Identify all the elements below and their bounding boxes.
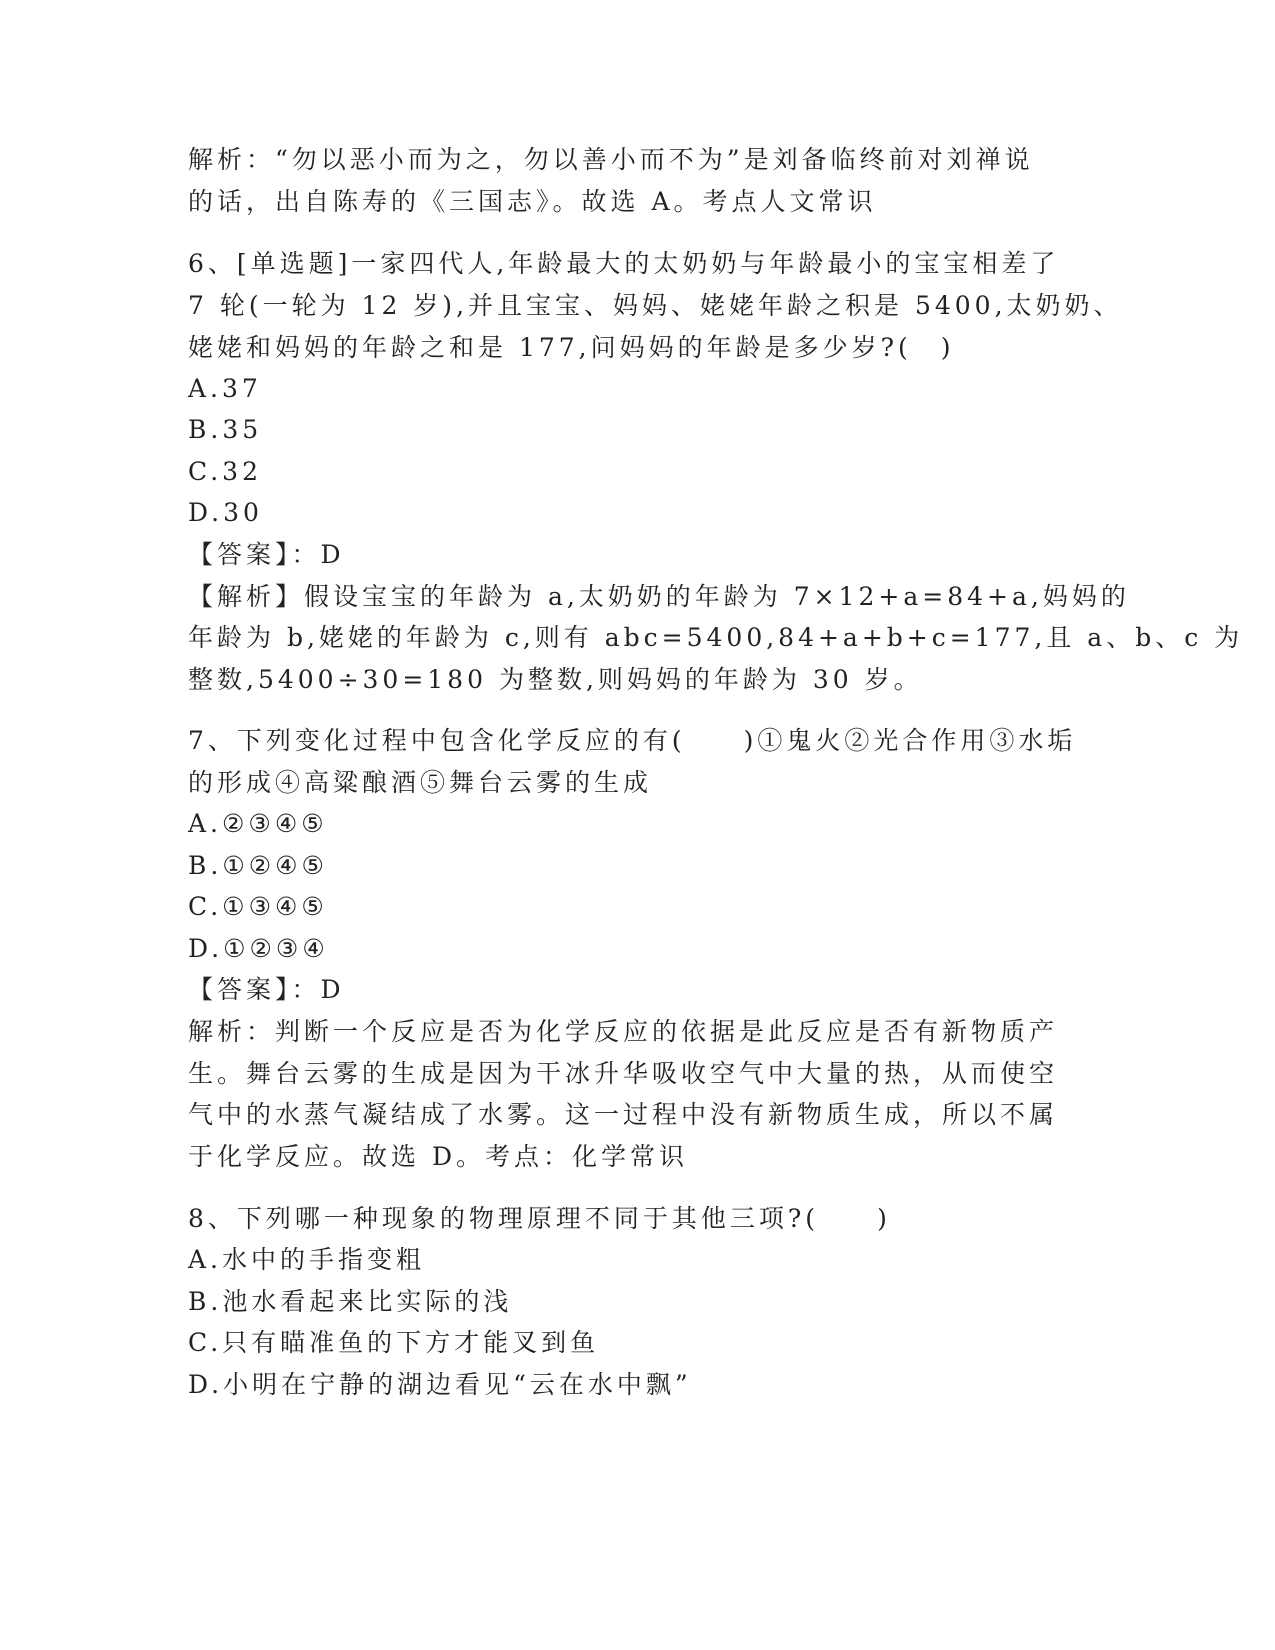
q6-option-a: A.37 — [188, 374, 262, 403]
q8-option-b: B.池水看起来比实际的浅 — [188, 1287, 513, 1316]
q6-option-d: D.30 — [188, 498, 263, 527]
q8-option-d: D.小明在宁静的湖边看见“云在水中飘” — [188, 1370, 692, 1399]
q5-analysis-line: 的话，出自陈寿的《三国志》。故选 A。考点人文常识 — [188, 187, 877, 216]
q7-analysis-line: 于化学反应。故选 D。考点：化学常识 — [188, 1142, 688, 1171]
q6-stem-line: 姥姥和妈妈的年龄之和是 177,问妈妈的年龄是多少岁?( ) — [188, 333, 955, 362]
q7-analysis-line: 气中的水蒸气凝结成了水雾。这一过程中没有新物质生成，所以不属 — [188, 1100, 1059, 1129]
q6-analysis-line: 年龄为 b,姥姥的年龄为 c,则有 abc=5400,84+a+b+c=177,且 a、b、c 为 — [188, 623, 1244, 652]
q7-analysis-line: 生。舞台云雾的生成是因为干冰升华吸收空气中大量的热，从而使空 — [188, 1059, 1059, 1088]
q6-analysis-line: 【解析】假设宝宝的年龄为 a,太奶奶的年龄为 7×12+a=84+a,妈妈的 — [188, 582, 1130, 611]
q6-option-b: B.35 — [188, 415, 263, 444]
q8-option-c: C.只有瞄准鱼的下方才能叉到鱼 — [188, 1328, 600, 1357]
q7-answer: 【答案】：D — [188, 975, 345, 1004]
q6-option-c: C.32 — [188, 457, 262, 486]
q6-stem-line: 7 轮(一轮为 12 岁),并且宝宝、妈妈、姥姥年龄之积是 5400,太奶奶、 — [188, 291, 1123, 320]
q7-stem-line: 7、下列变化过程中包含化学反应的有( )①鬼火②光合作用③水垢 — [188, 726, 1077, 755]
q5-analysis-line: 解析：“勿以恶小而为之，勿以善小而不为”是刘备临终前对刘禅说 — [188, 145, 1034, 174]
q7-option-d: D.①②③④ — [188, 934, 329, 963]
q6-stem-line: 6、[单选题]一家四代人,年龄最大的太奶奶与年龄最小的宝宝相差了 — [188, 249, 1060, 278]
q7-stem-line: 的形成④高粱酿酒⑤舞台云雾的生成 — [188, 768, 653, 797]
q7-option-c: C.①③④⑤ — [188, 892, 328, 921]
q6-answer: 【答案】：D — [188, 540, 345, 569]
q8-option-a: A.水中的手指变粗 — [188, 1245, 426, 1274]
q8-stem-line: 8、下列哪一种现象的物理原理不同于其他三项?( ) — [188, 1204, 891, 1233]
q7-option-b: B.①②④⑤ — [188, 851, 328, 880]
q7-analysis-line: 解析：判断一个反应是否为化学反应的依据是此反应是否有新物质产 — [188, 1017, 1059, 1046]
q6-analysis-line: 整数,5400÷30=180 为整数,则妈妈的年龄为 30 岁。 — [188, 665, 923, 694]
q7-option-a: A.②③④⑤ — [188, 809, 328, 838]
